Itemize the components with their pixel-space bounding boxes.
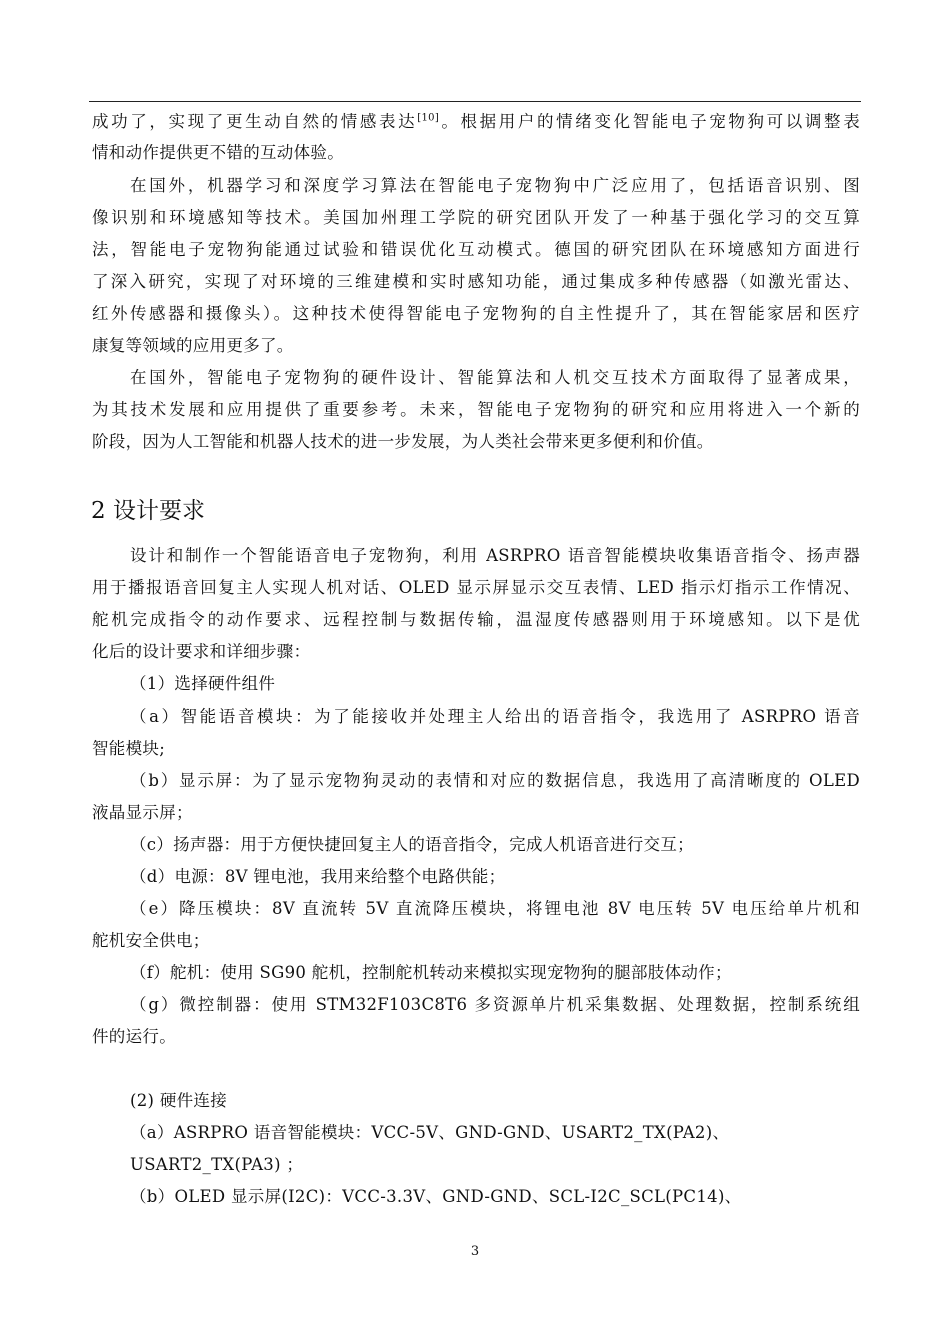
para2-line: 红外传感器和摄像头）。这种技术使得智能电子宠物狗的自主性提升了，其在智能家居和医疗 — [92, 304, 860, 323]
para1-line2: 情和动作提供更不错的互动体验。 — [92, 143, 344, 162]
para3-line: 阶段，因为人工智能和机器人技术的进一步发展，为人类社会带来更多便利和价值。 — [92, 432, 714, 451]
list-item-e-cont: 舵机安全供电； — [92, 931, 210, 950]
list-item-g: （g）微控制器：使用 STM32F103C8T6 多资源单片机采集数据、处理数据，控制系统组 — [130, 995, 860, 1014]
para3-line: 在国外，智能电子宠物狗的硬件设计、智能算法和人机交互技术方面取得了显著成果， — [130, 368, 860, 387]
text-run: 成功了，实现了更生动自然的情感表达 — [92, 112, 418, 131]
conn-item-b: （b）OLED 显示屏(I2C)：VCC-3.3V、GND-GND、SCL-I2C_SCL(PC14)、 — [130, 1187, 742, 1206]
list-item-a: （a）智能语音模块：为了能接收并处理主人给出的语音指令，我选用了 ASRPRO 语音 — [130, 707, 860, 726]
section-heading: 2 设计要求 — [91, 498, 205, 524]
list-item-d: （d）电源：8V 锂电池，我用来给整个电路供能； — [130, 867, 506, 886]
para4-line: 化后的设计要求和详细步骤： — [92, 642, 311, 661]
step2-title: (2) 硬件连接 — [130, 1091, 228, 1110]
list-item-e: （e）降压模块：8V 直流转 5V 直流降压模块，将锂电池 8V 电压转 5V 电压给单片机和 — [130, 899, 860, 918]
header-rule — [89, 101, 861, 102]
list-item-c: （c）扬声器：用于方便快捷回复主人的语音指令，完成人机语音进行交互； — [130, 835, 694, 854]
para4-line: 设计和制作一个智能语音电子宠物狗，利用 ASRPRO 语音智能模块收集语音指令、扬声器 — [130, 546, 860, 565]
para1-line1 — [92, 111, 860, 133]
para2-line: 法，智能电子宠物狗能通过试验和错误优化互动模式。德国的研究团队在环境感知方面进行 — [92, 240, 860, 259]
list-item-f: （f）舵机：使用 SG90 舵机，控制舵机转动来模拟实现宠物狗的腿部肢体动作； — [130, 963, 732, 982]
para2-line: 了深入研究，实现了对环境的三维建模和实时感知功能，通过集成多种传感器（如激光雷达、 — [92, 272, 860, 291]
step1-title: （1）选择硬件组件 — [130, 674, 276, 693]
list-item-b-cont: 液晶显示屏； — [92, 803, 193, 822]
para4-line: 用于播报语音回复主人实现人机对话、OLED 显示屏显示交互表情、LED 指示灯指示工作情况、 — [92, 578, 860, 597]
list-item-g-cont: 件的运行。 — [92, 1027, 176, 1046]
page-number: 3 — [470, 1244, 480, 1259]
list-item-b: （b）显示屏：为了显示宠物狗灵动的表情和对应的数据信息，我选用了高清晰度的 OLED — [130, 771, 860, 790]
para4-line: 舵机完成指令的动作要求、远程控制与数据传输，温湿度传感器则用于环境感知。以下是优 — [92, 610, 860, 629]
list-item-a-cont: 智能模块; — [92, 739, 166, 758]
para3-line: 为其技术发展和应用提供了重要参考。未来，智能电子宠物狗的研究和应用将进入一个新的 — [92, 400, 860, 419]
text-run: 。根据用户的情绪变化智能电子宠物狗可以调整表 — [439, 112, 860, 131]
para2-line: 在国外，机器学习和深度学习算法在智能电子宠物狗中广泛应用了，包括语音识别、图 — [130, 176, 860, 195]
para2-line: 像识别和环境感知等技术。美国加州理工学院的研究团队开发了一种基于强化学习的交互算 — [92, 208, 860, 227]
conn-item-a-cont: USART2_TX(PA3) ； — [130, 1155, 304, 1174]
conn-item-a: （a）ASRPRO 语音智能模块：VCC-5V、GND-GND、USART2_TX(PA2)、 — [130, 1123, 730, 1142]
para2-line: 康复等领域的应用更多了。 — [92, 336, 294, 355]
citation-ref: [10] — [417, 112, 440, 124]
